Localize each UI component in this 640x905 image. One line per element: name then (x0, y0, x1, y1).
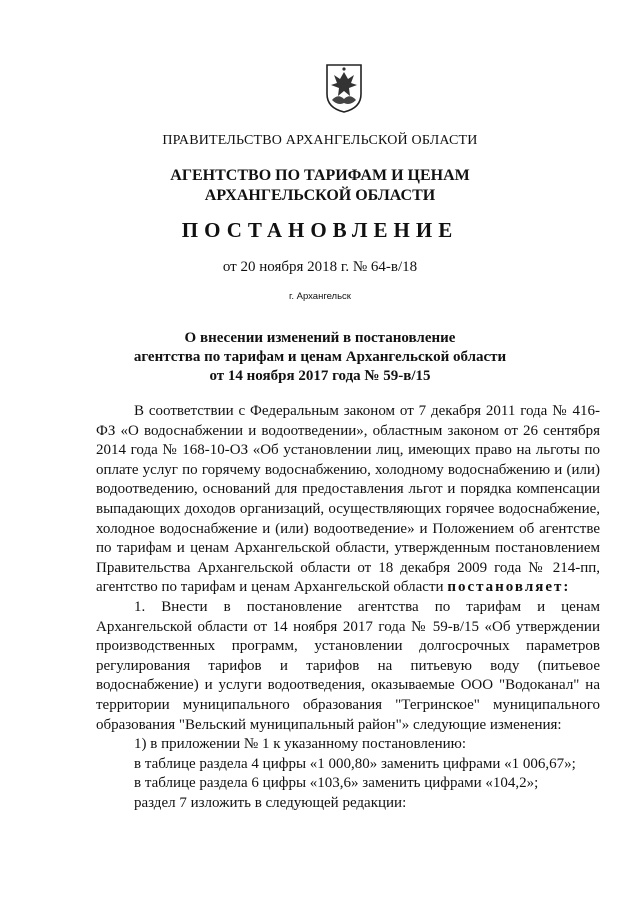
change-section-6: в таблице раздела 6 цифры «103,6» заменить цифрами «104,2»; (134, 775, 539, 792)
subject-line3: от 14 ноября 2017 года № 59-в/15 (209, 368, 431, 384)
coat-of-arms-icon (324, 62, 364, 114)
agency-title-line2: АРХАНГЕЛЬСКОЙ ОБЛАСТИ (204, 187, 436, 204)
resolve-keyword: постановляет: (447, 579, 571, 596)
agency-title (0, 166, 640, 206)
change-section-4: в таблице раздела 4 цифры «1 000,80» заменить цифрами «1 006,67»; (134, 755, 576, 772)
document-body (96, 402, 600, 813)
government-title: ПРАВИТЕЛЬСТВО АРХАНГЕЛЬСКОЙ ОБЛАСТИ (162, 133, 478, 148)
city-name: г. Архангельск (289, 291, 351, 302)
subject-line1: О внесении изменений в постановление (184, 330, 456, 346)
subitem-1: 1) в приложении № 1 к указанному постановлению: (134, 736, 466, 753)
agency-title-line1: АГЕНТСТВО ПО ТАРИФАМ И ЦЕНАМ (170, 167, 470, 184)
item-1-paragraph: 1. Внести в постановление агентства по тарифам и ценам Архангельской области от 14 ноября 2017 года № 59-в/15 «Об утверждении производственных программ, установлении долгосрочных параметров регулирования тарифов и тарифов на питьевую воду (питьевое водоснабжение) и услуги водоотведения, оказываемые ООО "Водоканал" на территории муниципального образования "Тегринское" муниципального образования "Вельский муниципальный район"» следующие изменения: (96, 598, 600, 733)
change-section-7: раздел 7 изложить в следующей редакции: (134, 794, 407, 811)
date-and-number: от 20 ноября 2018 г. № 64-в/18 (222, 259, 418, 275)
subject-line2: агентства по тарифам и ценам Архангельской области (133, 349, 507, 365)
document-type-heading: ПОСТАНОВЛЕНИЕ (181, 218, 459, 242)
document-subject (0, 329, 640, 386)
preamble-text: В соответствии с Федеральным законом от 7 декабря 2011 года № 416-ФЗ «О водоснабжении и водоотведении», областным законом от 26 сентября 2014 года № 168-10-ОЗ «Об установлении лиц, имеющих право на льготы по оплате услуг по горячему водоснабжению, холодному водоснабжению и (или) водоотведению, оснований для предоставления льгот и порядка компенсации выпадающих доходов организаций, осуществляющих горячее водоснабжение, холодное водоснабжение и (или) водоотведение» и Положением об агентстве по тарифам и ценам Архангельской области, утвержденным постановлением Правительства Архангельской области от 18 декабря 2009 года № 214-пп, агентство по тарифам и ценам Архангельской области (96, 403, 600, 596)
preamble-paragraph (96, 402, 600, 598)
